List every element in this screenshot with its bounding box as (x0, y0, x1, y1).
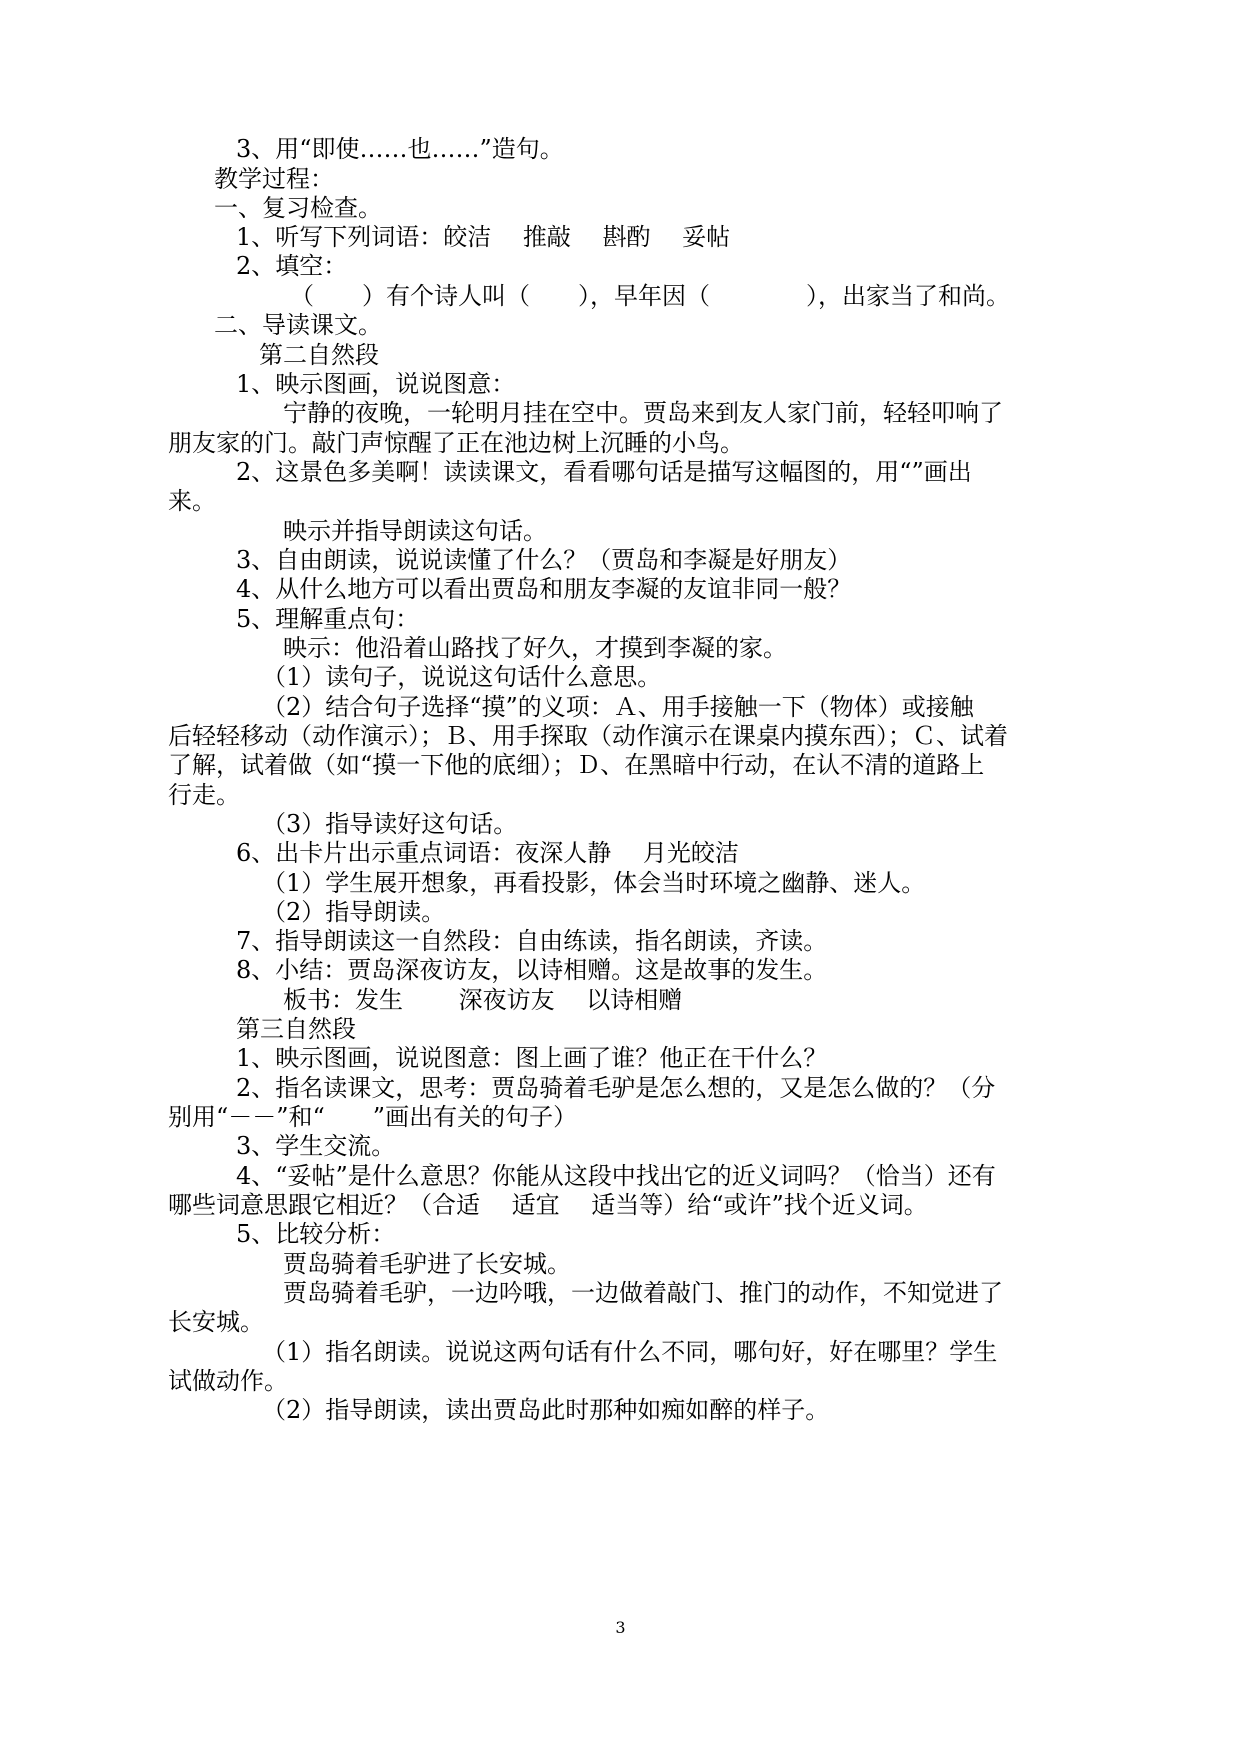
text-line: 3、用“即使……也……”造句。 (236, 135, 564, 163)
text-line: 2、指名读课文，思考：贾岛骑着毛驴是怎么想的，又是怎么做的？（分 (236, 1074, 996, 1102)
text-line: 1、映示图画，说说图意： (236, 370, 516, 398)
text-line: （2）指导朗读，读出贾岛此时那种如痴如醉的样子。 (262, 1396, 830, 1424)
text-line: 了解，试着做（如“摸一下他的底细）；Ｄ、在黑暗中行动，在认不清的道路上 (168, 751, 985, 779)
subsection-heading: 第二自然段 (259, 341, 379, 369)
text-line: 3、自由朗读，说说读懂了什么？（贾岛和李凝是好朋友） (236, 546, 852, 574)
text-line: 试做动作。 (168, 1367, 288, 1395)
text-line: 板书：发生 深夜访友 以诗相赠 (283, 986, 683, 1014)
text-line: 贾岛骑着毛驴进了长安城。 (283, 1250, 571, 1278)
text-line: 映示并指导朗读这句话。 (283, 517, 547, 545)
text-line: 7、指导朗读这一自然段：自由练读，指名朗读，齐读。 (236, 927, 828, 955)
text-line: （1）指名朗读。说说这两句话有什么不同，哪句好，好在哪里？学生 (262, 1338, 998, 1366)
text-line: （2）指导朗读。 (262, 898, 446, 926)
text-line: 映示：他沿着山路找了好久，才摸到李凝的家。 (283, 634, 787, 662)
text-line: （2）结合句子选择“摸”的义项：Ａ、用手接触一下（物体）或接触 (262, 693, 974, 721)
text-line: 1、映示图画，说说图意：图上画了谁？他正在干什么？ (236, 1044, 828, 1072)
text-line: （1）学生展开想象，再看投影，体会当时环境之幽静、迷人。 (262, 869, 926, 897)
text-line: 宁静的夜晚，一轮明月挂在空中。贾岛来到友人家门前，轻轻叩响了 (283, 399, 1003, 427)
text-line: 2、填空： (236, 252, 348, 280)
text-line: （1）读句子，说说这句话什么意思。 (262, 663, 662, 691)
text-line: 教学过程： (214, 165, 334, 193)
text-line: 哪些词意思跟它相近？（合适 适宜 适当等）给“或许”找个近义词。 (168, 1191, 928, 1219)
text-line: 6、出卡片出示重点词语：夜深人静 月光皎洁 (236, 839, 739, 867)
text-line: 2、这景色多美啊！读读课文，看看哪句话是描写这幅图的，用“”画出 (236, 458, 972, 486)
text-line: 来。 (168, 487, 216, 515)
text-line: 后轻轻移动（动作演示）；Ｂ、用手探取（动作演示在课桌内摸东西）；Ｃ、试着 (168, 722, 1008, 750)
text-line: 1、听写下列词语：皎洁 推敲 斟酌 妥帖 (236, 223, 731, 251)
text-line: 8、小结：贾岛深夜访友，以诗相赠。这是故事的发生。 (236, 956, 828, 984)
text-line: 3、学生交流。 (236, 1132, 396, 1160)
text-line: 一、复习检查。 (214, 194, 382, 222)
text-line: 5、比较分析： (236, 1220, 396, 1248)
subsection-heading: 第三自然段 (236, 1015, 356, 1043)
text-line: （3）指导读好这句话。 (262, 810, 518, 838)
text-line: （ ）有个诗人叫（ ），早年因（ ），出家当了和尚。 (290, 282, 1010, 310)
text-line: 别用“－－”和“ ”画出有关的句子） (168, 1103, 578, 1131)
text-line: 朋友家的门。敲门声惊醒了正在池边树上沉睡的小鸟。 (168, 429, 744, 457)
section-heading: 二、导读课文。 (214, 311, 382, 339)
text-line: 贾岛骑着毛驴，一边吟哦，一边做着敲门、推门的动作，不知觉进了 (283, 1279, 1003, 1307)
text-line: 4、从什么地方可以看出贾岛和朋友李凝的友谊非同一般？ (236, 575, 852, 603)
text-line: 5、理解重点句： (236, 605, 420, 633)
text-line: 4、“妥帖”是什么意思？你能从这段中找出它的近义词吗？（恰当）还有 (236, 1162, 996, 1190)
text-line: 长安城。 (168, 1308, 264, 1336)
text-line: 行走。 (168, 781, 240, 809)
page-number: 3 (615, 1618, 626, 1637)
